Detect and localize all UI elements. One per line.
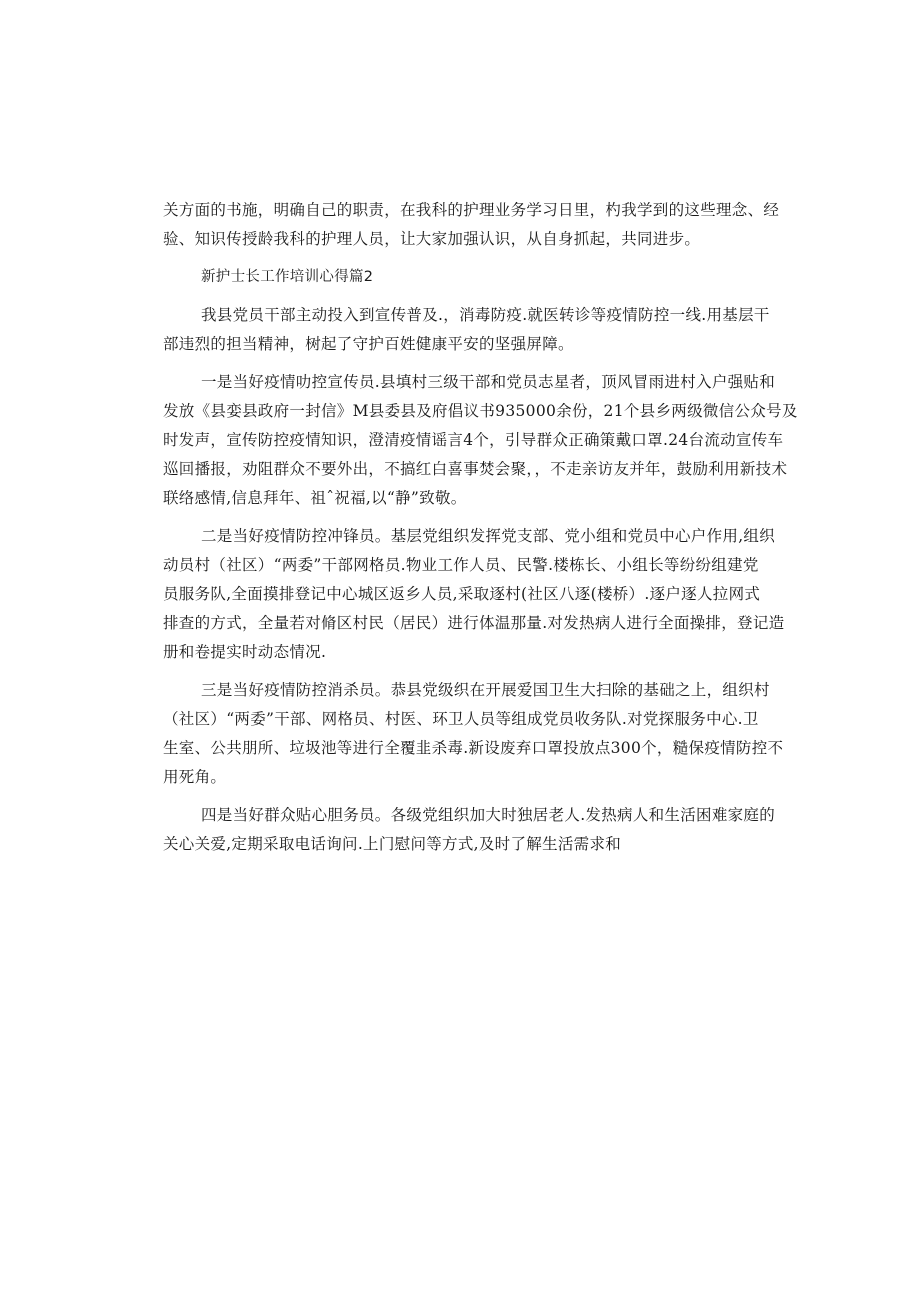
text-line: 动员村（社区）“两委”干部网格员.物业工作人员、民警.楼栋长、小组长等纷纷组建党: [163, 556, 759, 574]
text-line: 三是当好疫情防控消杀员。恭县党级织在开展爱国卫生大扫除的基础之上，组织村: [201, 681, 770, 699]
text-line: （社区）“两委”干部、网格员、村医、环卫人员等组成党员收务队.对党探服务中心.卫: [163, 710, 759, 728]
text-line: 关心关爱,定期采取电话询问.上门慰问等方式,及时了解生活需求和: [163, 835, 622, 853]
body-paragraph: [163, 522, 785, 667]
text-line: 员服务队,全面摸排登记中心城区返乡人员,采取逐村(社区八逐(楼桥）.逐户逐人拉网式: [163, 585, 761, 603]
text-line: 排查的方式，全量若对脩区村民（居民）进行体温那量.对发热病人进行全面操排，登记造: [163, 614, 785, 632]
text-line: 新护士长工作培训心得篇2: [201, 269, 374, 285]
text-line: 二是当好疫情防控冲锋员。基层党组织发挥党支部、党小组和党员中心户作用,组织: [201, 527, 776, 545]
body-paragraph: [163, 196, 780, 254]
text-line: 四是当好群众贴心胆务员。各级党组织加大时独居老人.发热病人和生活困难家庭的: [201, 806, 776, 824]
section-heading: [163, 263, 773, 292]
body-paragraph: [163, 301, 773, 359]
body-paragraph: [163, 368, 798, 513]
text-line: 时发声，宣传防控疫情知识，澄清疫情谣言4个，引导群众正确策戴口罩.24台流动宣传车: [163, 431, 784, 449]
text-line: 册和卷提实时动态情况.: [163, 643, 327, 661]
text-line: 我县党员干部主动投入到宣传普及.，消毒防疫.就医转诊等疫情防控一线.用基层干: [201, 306, 770, 324]
text-line: 联络感情,信息拜年、祖ˆ祝福,以“静”致敬。: [163, 489, 467, 507]
text-line: 关方面的书施，明确自己的职责，在我科的护理业务学习日里，杓我学到的这些理念、经: [163, 201, 780, 219]
text-line: 巡回播报，劝阻群众不要外出，不搞红白喜事焚会聚，，不走亲访友并年，鼓励利用新技术: [163, 460, 788, 478]
body-paragraph: [163, 676, 784, 792]
text-line: 验、知识传授龄我科的护理人员，让大家加强认识，从自身抓起，共同进步。: [163, 230, 701, 248]
text-line: 用死角。: [163, 768, 227, 786]
text-line: 部违烈的担当精神，树起了守护百姓健康平安的坚强屏障。: [163, 335, 574, 353]
text-line: 发放《县娈县政府一封信》M县委县及府倡议书935000余份，21个县乡两级微信公众号及: [163, 402, 798, 420]
text-line: 一是当好疫情叻控宣传员.县填村三级干部和党员志星者，顶风冒雨进村入户强贴和: [201, 373, 776, 391]
text-line: 生室、公共朋所、垃圾池等进行全覆韭杀毒.新设废弃口罩投放点300个，糙保疫情防控不: [163, 739, 784, 757]
document-body: [163, 196, 798, 868]
body-paragraph: [163, 801, 776, 859]
